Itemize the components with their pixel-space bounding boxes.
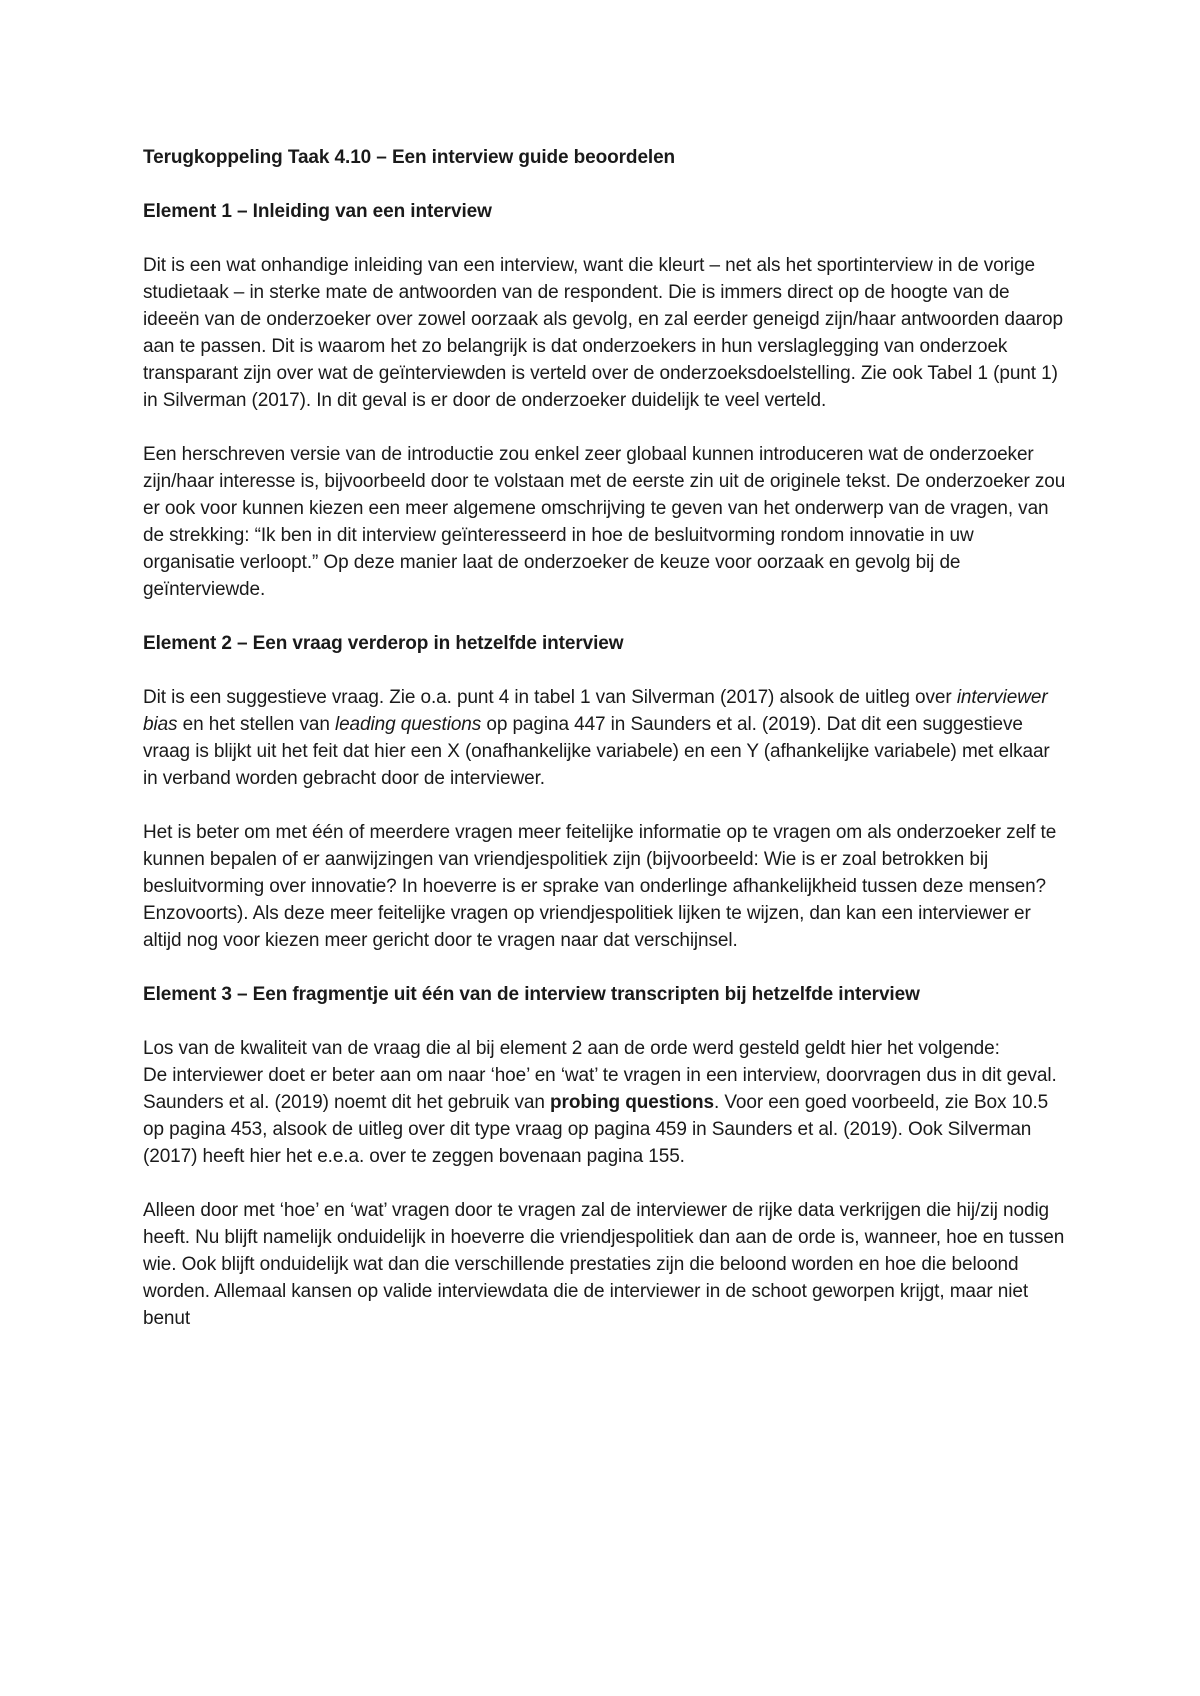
element-2-p1-emphasis-leading-questions: leading questions [334,714,482,735]
element-3-heading: Element 3 – Een fragmentje uit één van de interview transcripten bij hetzelfde interview [143,984,920,1005]
element-3-paragraph-3: Alleen door met ‘hoe’ en ‘wat’ vragen door te vragen zal de interviewer de rijke data verkrijgen die hij/zij nodig heeft. Nu blijft namelijk onduidelijk in hoeverre die vriendjespolitiek dan aan de orde is, wanneer, hoe en tussen wie. Ook blijft onduidelijk wat dan die verschillende prestaties zijn die beloond worden en hoe die beloond worden. Allemaal kansen op valide interviewdata die de interviewer in de schoot geworpen krijgt, maar niet benut [143,1200,1065,1329]
element-2-p1-text-a: Dit is een suggestieve vraag. Zie o.a. punt 4 in tabel 1 van Silverman (2017) alsook de uitleg over [143,687,957,708]
element-1-paragraph-2: Een herschreven versie van de introductie zou enkel zeer globaal kunnen introduceren wat de onderzoeker zijn/haar interesse is, bijvoorbeeld door te volstaan met de eerste zin uit de originele tekst. De onderzoeker zou er ook voor kunnen kiezen een meer algemene omschrijving te geven van het onderwerp van de vragen, van de strekking: “Ik ben in dit interview geïnteresseerd in hoe de besluitvorming rondom innovatie in uw organisatie verloopt.” Op deze manier laat de onderzoeker de keuze voor oorzaak en gevolg bij de geïnterviewde. [143,444,1066,600]
document-title: Terugkoppeling Taak 4.10 – Een interview guide beoordelen [143,147,676,168]
document-page [143,144,1068,1359]
element-3-p2-bold-probing-questions: probing questions [550,1092,715,1113]
element-1-paragraph-1: Dit is een wat onhandige inleiding van een interview, want die kleurt – net als het sportinterview in de vorige studietaak – in sterke mate de antwoorden van de respondent. Die is immers direct op de hoogte van de ideeën van de onderzoeker over zowel oorzaak als gevolg, en zal eerder geneigd zijn/haar antwoorden daarop aan te passen. Dit is waarom het zo belangrijk is dat onderzoekers in hun verslaglegging van onderzoek transparant zijn over wat de geïnterviewden is verteld over de onderzoeksdoelstelling. Zie ook Tabel 1 (punt 1) in Silverman (2017). In dit geval is er door de onderzoeker duidelijk te veel verteld. [143,255,1063,411]
element-1-heading: Element 1 – Inleiding van een interview [143,201,492,222]
element-3-paragraph-1: Los van de kwaliteit van de vraag die al bij element 2 aan de orde werd gesteld geldt hier het volgende: [143,1038,1000,1059]
element-3-p2-text-a: De interviewer doet er beter aan om naar ‘hoe’ en ‘wat’ te vragen in een interview, doorvragen dus in dit geval. Saunders et al. (2019) noemt dit het gebruik van [143,1065,1057,1113]
element-3-p2-text-b: . Voor een goed voorbeeld, zie Box 10.5 op pagina 453, alsook de uitleg over dit type vraag op pagina 459 in Saunders et al. (2019). Ook Silverman (2017) heeft hier het e.e.a. over te zeggen bovenaan pagina 155. [143,1092,1049,1167]
element-3-paragraph-2 [143,1062,1068,1170]
element-2-p1-emphasis-interviewer-bias: interviewer bias [143,687,1048,735]
element-2-paragraph-2: Het is beter om met één of meerdere vragen meer feitelijke informatie op te vragen om als onderzoeker zelf te kunnen bepalen of er aanwijzingen van vriendjespolitiek zijn (bijvoorbeeld: Wie is er zoal betrokken bij besluitvorming over innovatie? In hoeverre is er sprake van onderlinge afhankelijkheid tussen deze mensen? Enzovoorts). Als deze meer feitelijke vragen op vriendjespolitiek lijken te wijzen, dan kan een interviewer er altijd nog voor kiezen meer gericht door te vragen naar dat verschijnsel. [143,822,1057,951]
element-2-paragraph-1 [143,684,1068,792]
element-2-heading: Element 2 – Een vraag verderop in hetzelfde interview [143,633,624,654]
element-2-p1-text-c: op pagina 447 in Saunders et al. (2019). Dat dit een suggestieve vraag is blijkt uit het feit dat hier een X (onafhankelijke variabele) en een Y (afhankelijke variabele) met elkaar in verband worden gebracht door de interviewer. [143,714,1050,789]
element-2-p1-text-b: en het stellen van [177,714,335,735]
